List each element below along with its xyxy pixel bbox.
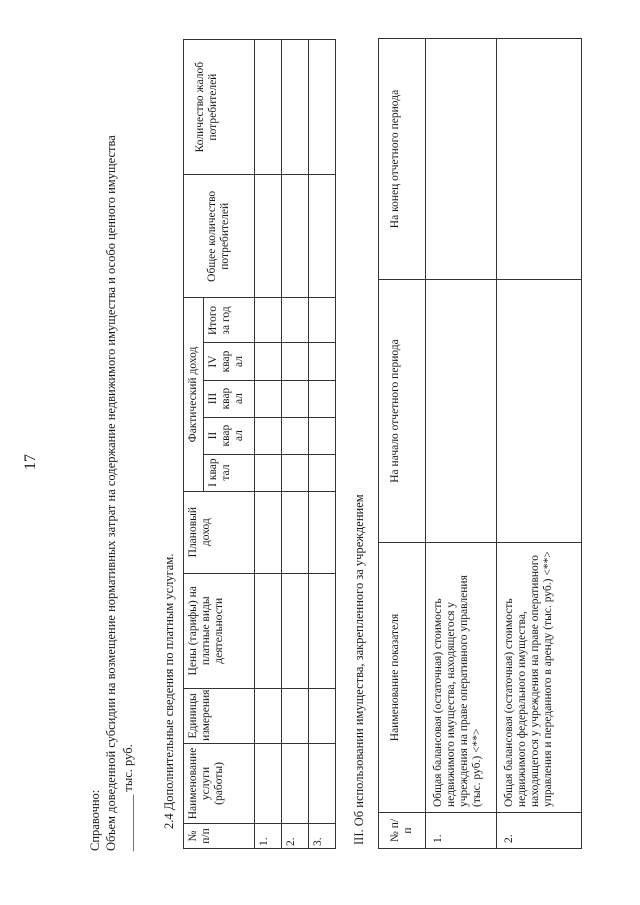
- header-complaints: Количество жалоб потребителей: [184, 40, 255, 175]
- row-number: 3.: [309, 823, 336, 848]
- row-number: 2.: [282, 823, 309, 848]
- row-number: 1.: [255, 823, 282, 848]
- section-3-title: III. Об использовании имущества, закрепленного за учреждением: [352, 494, 366, 845]
- header-unit: Единицы измерения: [184, 688, 255, 743]
- header-q4: IV квар ал: [204, 343, 255, 380]
- header-period-end: На конец отчетного периода: [379, 39, 426, 280]
- header-consumers: Общее количество потребителей: [184, 175, 255, 298]
- header-total: Итого за год: [204, 298, 255, 343]
- header-service: Наименование услуги (работы): [184, 743, 255, 823]
- header-planned: Плановый доход: [184, 491, 255, 573]
- section-2-4-title: 2.4 Дополнительные сведения по платным услугам.: [162, 553, 176, 829]
- header-q2: II квар ал: [204, 417, 255, 454]
- table-header-row: [379, 39, 426, 849]
- header-num: № п/п: [184, 823, 255, 848]
- row-number: 1.: [426, 813, 497, 849]
- subsidy-text: Объем доведенной субсидии на возмещение нормативных затрат на содержание недвижимого имущества и особо ценного имущества: [104, 135, 118, 851]
- indicator-text: Общая балансовая (остаточная) стоимость недвижимого федерального имущества, находящегося у учреждения на праве оперативного управления и переданного в аренду (тыс. руб.) <**>: [497, 543, 582, 813]
- reference-label: Справочно:: [88, 789, 102, 851]
- header-period-start: На начало отчетного периода: [379, 280, 426, 543]
- table-header-row: [184, 40, 204, 849]
- paid-services-table: [183, 39, 336, 849]
- indicator-text: Общая балансовая (остаточная) стоимость недвижимого имущества, находящегося у учреждения на праве оперативного управления (тыс. руб.) <**>: [426, 543, 497, 813]
- header-actual: Фактический доход: [184, 298, 204, 491]
- header-prices: Цены (тарифы) на платные виды деятельности: [184, 573, 255, 688]
- table-row: [309, 40, 336, 849]
- header-num: № п/п: [379, 813, 426, 849]
- page-number: 17: [22, 454, 39, 470]
- table-row: [426, 39, 497, 849]
- header-q3: III квар ал: [204, 380, 255, 417]
- property-usage-table: [378, 38, 582, 849]
- table-row: [497, 39, 582, 849]
- table-row: [255, 40, 282, 849]
- header-indicator: Наименование показателя: [379, 543, 426, 813]
- header-q1: I квар тал: [204, 454, 255, 491]
- subsidy-unit: _________ тыс. руб.: [121, 744, 135, 851]
- row-number: 2.: [497, 813, 582, 849]
- table-row: [282, 40, 309, 849]
